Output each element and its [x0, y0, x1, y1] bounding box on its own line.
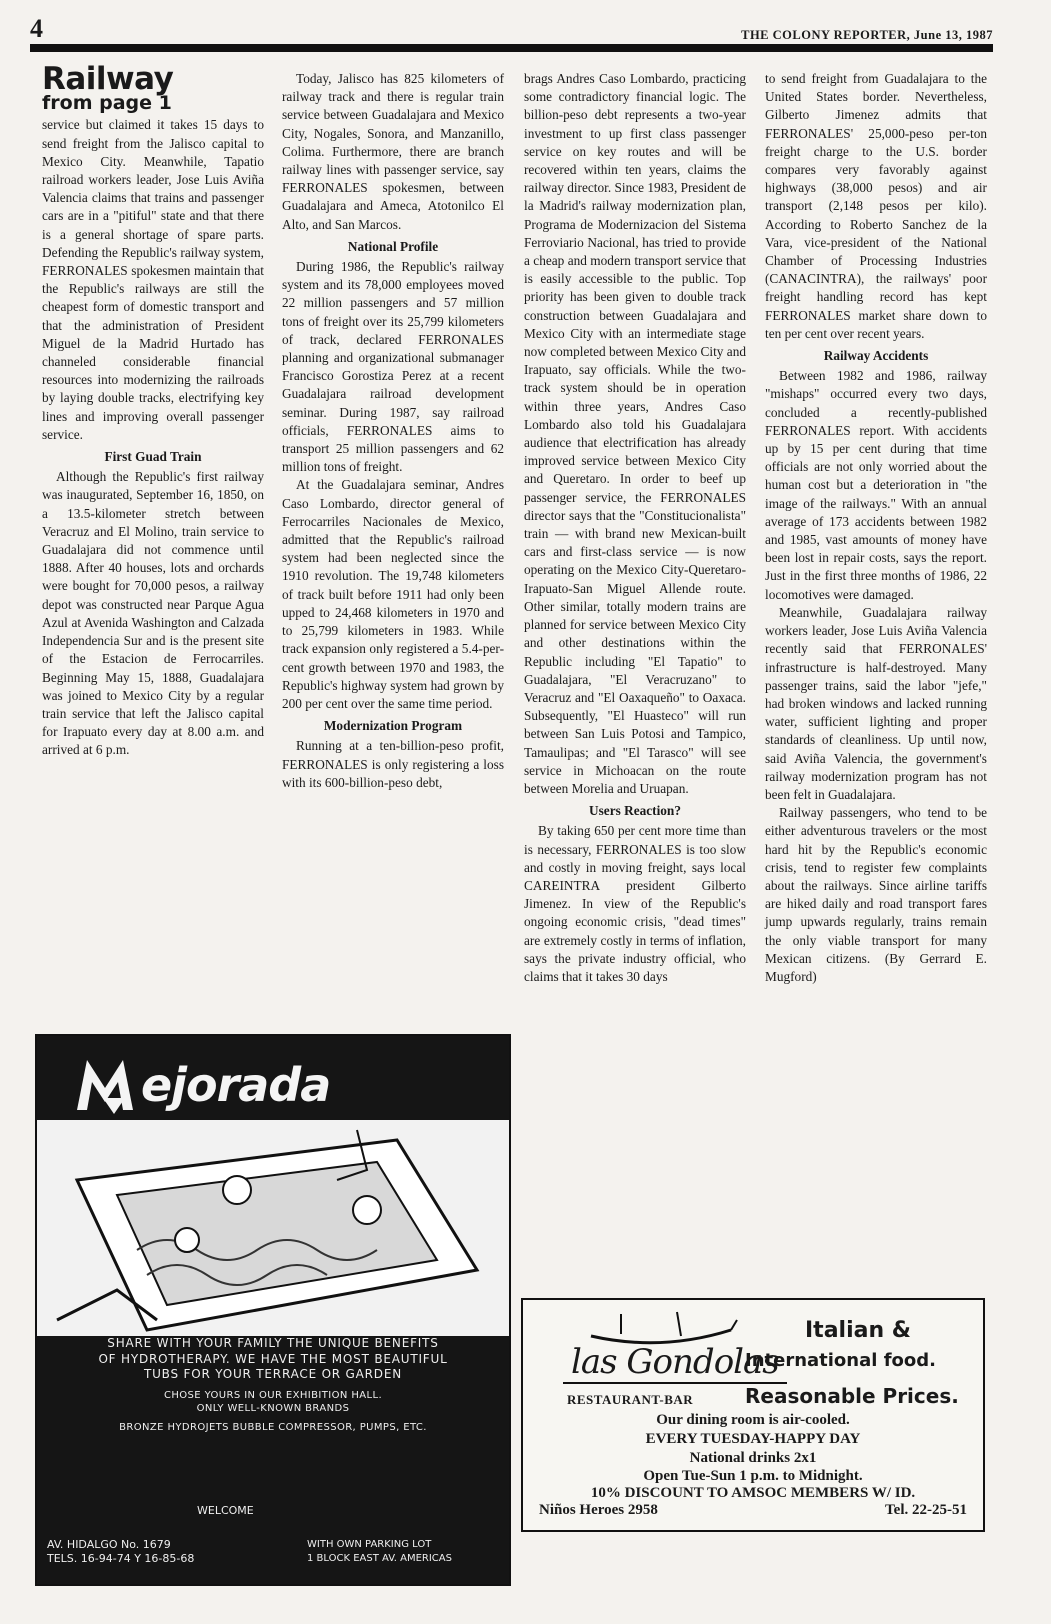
continued-label: from page 1: [42, 92, 172, 115]
ad-address: [47, 1538, 194, 1566]
restaurant-logo: las Gondolas: [563, 1342, 787, 1384]
subhead-users-reaction: Users Reaction?: [589, 803, 681, 819]
address-line: AV. HIDALGO No. 1679: [47, 1538, 171, 1551]
restaurant-address: Niños Heroes 2958: [539, 1502, 658, 1518]
ad-line: National drinks 2x1: [689, 1450, 817, 1466]
ad-parking: [307, 1538, 452, 1566]
paragraph: Although the Republic's first railway was inaugurated, September 16, 1850, on a 13.5-kilometer stretch between Veracruz and El Molino, train service to Guadalajara did not commence until 1888. After 40 houses, lots and orchards were bought for 70,000 pesos, a railway depot was constructed near Parque Agua Azul at Avenida Washington and Calzada Independencia Sur and is the present site of the Estacion de Ferrocarriles. Beginning May 15, 1888, Guadalajara was joined to Mexico City by a regular train service that left the Jalisco capital for Irapuato every day at 8.00 a.m. and arrived at 6 p.m.: [42, 469, 264, 758]
paragraph: Today, Jalisco has 825 kilometers of railway track and there is regular train service between Guadalajara and Mexico City, Nogales, Sonora, and Manzanillo, Colima. Furthermore, there are branch railway lines with passenger service, say FERRONALES spokesmen, between Guadalajara and Ameca, Atotonilco El Alto, and San Marcos.: [282, 71, 504, 232]
paragraph: By taking 650 per cent more time than is necessary, FERRONALES is too slow and costly in moving freight, says local CAREINTRA president Gilberto Jimenez. In view of the Republic's ongoing economic crisis, "dead times" are extremely costly in terms of inflation, says the private industry official, who claims that it takes 30 days: [524, 823, 746, 984]
hot-tub-illustration: [37, 1120, 509, 1336]
ad-line: EVERY TUESDAY-HAPPY DAY: [645, 1431, 861, 1447]
ad-line: CHOSE YOURS IN OUR EXHIBITION HALL.: [163, 1389, 383, 1401]
column-3: [524, 70, 746, 986]
paragraph: During 1986, the Republic's railway system and its 78,000 employees moved 22 million passengers and 57 million tons of freight over its 25,799 kilometers of track, declared FERRONALES planning and organizational submanager Francisco Gorostiza Perez at a recent Guadalajara railroad development seminar. During 1987, say railroad officials, FERRONALES aims to transport 25 million passengers and 62 million tons of freight.: [282, 259, 504, 475]
subhead-first-train: First Guad Train: [104, 449, 202, 465]
ad-las-gondolas: [521, 1298, 985, 1532]
parking-line: WITH OWN PARKING LOT: [307, 1539, 432, 1550]
paragraph: brags Andres Caso Lombardo, practicing some contradictory financial logic. The billion-peso debt represents a two-year investment to up first class passenger service on key routes and will be recovered within ten years, claims the railway director. Since 1983, President de la Madrid's railway modernization plan, Programa de Modernizacion del Sistema Ferroviario Nacional, has tried to provide a cheap and modern transport service that is easily accessible to the public. Top priority has been given to double track construction between Guadalajara and Mexico City with an intermediate stage now completed between Mexico City and Irapuato, say officials. While the two-track system should be in operation within three years, Andres Caso Lombardo also told his Guadalajara audience that electrification has already improved service between Mexico City and Queretaro. In order to beef up passenger service, the FERRONALES director says that the "Constitucionalista" train — with brand new Mexican-built cars and first-class service — is now operating on the Mexico City-Queretaro-Irapuato-San Miguel Allende route. Other similar, totally modern trains are planned for service between Mexico City and other destinations within the Republic including "El Tapatio" to Guadalajara, "El Veracruzano" to Veracruz and "El Oaxaqueño" to Oaxaca. Subsequently, "El Huasteco" will run between San Luis Potosi and Tampico, Tamaulipas; and "El Tarasco" will see service in Michoacan on the route between Morelia and Uruapan.: [524, 71, 746, 796]
column-2: [282, 70, 504, 792]
paragraph: to send freight from Guadalajara to the United States border. Nevertheless, Gilberto Jimenez admits that FERRONALES' 25,000-peso per-ton freight charge to the U.S. border compares very favorably against highways (38,000 pesos) and air transport (2,148 pesos per kilo). According to Roberto Sanchez de la Vara, vice-president of the National Chamber of Processing Industries (CANACINTRA), the railways' poor freight handling record has kept FERRONALES market share down to ten per cent over recent years.: [765, 71, 987, 341]
paragraph: Between 1982 and 1986, railway "mishaps" occurred every two days, concluded a recently-published FERRONALES report. With accidents up by 15 per cent during that time officials are not only worried about the human cost but a deterioration in "the image of the railways." With an annual average of 173 accidents between 1982 and 1985, vast amounts of money have been lost in repair costs, says the report. Just in the first three months of 1986, 22 locomotives were damaged.: [765, 368, 987, 602]
ad-copy-block: [37, 1336, 509, 1434]
ad-line: SHARE WITH YOUR FAMILY THE UNIQUE BENEFITS: [107, 1336, 439, 1350]
column-1: [42, 61, 264, 760]
subhead-railway-accidents: Railway Accidents: [823, 348, 929, 364]
welcome-label: WELCOME: [197, 1504, 254, 1517]
ad-line: 10% DISCOUNT TO AMSOC MEMBERS W/ ID.: [590, 1485, 916, 1501]
ad-line: Our dining room is air-cooled.: [656, 1412, 850, 1428]
ad-line: OF HYDROTHERAPY. WE HAVE THE MOST BEAUTIFUL: [98, 1351, 448, 1366]
column-4: [765, 70, 987, 986]
restaurant-phone: Tel. 22-25-51: [885, 1502, 967, 1518]
mejorada-m-logo-icon: [73, 1052, 137, 1116]
paragraph: Running at a ten-billion-peso profit, FERRONALES is only registering a loss with its 600-billion-peso debt,: [282, 738, 504, 790]
paragraph: Meanwhile, Guadalajara railway workers leader, Jose Luis Aviña Valencia recently said that FERRONALES' infrastructure is half-destroyed. Many passenger trains, said the labor "jefe," had broken windows and lacked running water, sufficient lighting and proper standards of cleanliness. Up until now, said Aviña Valencia, the government's railway modernization program has not been felt in Guadalajara.: [765, 604, 987, 802]
ad-line: ONLY WELL-KNOWN BRANDS: [196, 1402, 350, 1414]
ad-line: TUBS FOR YOUR TERRACE OR GARDEN: [143, 1367, 403, 1381]
cuisine-line-2: International food.: [745, 1350, 936, 1371]
parking-location-line: 1 BLOCK EAST AV. AMERICAS: [307, 1553, 452, 1564]
ad-line: Open Tue-Sun 1 p.m. to Midnight.: [643, 1468, 863, 1484]
subhead-modernization: Modernization Program: [323, 718, 463, 734]
phone-line: TELS. 16-94-74 Y 16-85-68: [47, 1552, 195, 1565]
paragraph: service but claimed it takes 15 days to send freight from the Jalisco capital to Mexico City. Meanwhile, Tapatio railroad workers leader, Jose Luis Aviña Valencia claims that trains and passenger cars are in a "pitiful" state and that there is a general shortage of spare parts. Defending the Republic's railway system, FERRONALES spokesmen maintain that the Republic's railways are still the cheapest form of domestic transport and that the administration of President Miguel de la Madrid Hurtado has channeled considerable financial resources into modernizing the railroads by laying double tracks, electrifying key lines and improving overall passenger service.: [42, 117, 264, 442]
cuisine-line-1: Italian &: [805, 1318, 911, 1343]
header-rule: [30, 44, 993, 52]
paragraph: At the Guadalajara seminar, Andres Caso Lombardo, director general of Ferrocarriles Nacionales de Mexico, admitted that the Republic's railroad system had been neglected since the 1910 revolution. The 19,748 kilometers of track built before 1911 had only been upped to 24,468 kilometers in 1970 and to 25,799 kilometers in 1983. While track expansion only registered a 5.4-per-cent growth between 1970 and 1983, the Republic's highway system had grown by 200 per cent over the same time period.: [282, 477, 504, 711]
subhead-national-profile: National Profile: [347, 238, 439, 254]
page-number: 4: [30, 14, 43, 43]
restaurant-type: RESTAURANT-BAR: [567, 1392, 694, 1407]
paragraph: Railway passengers, who tend to be either adventurous travelers or the most hard hit by the Republic's economic crisis, tend to register few complaints about the railways. Since airline tariffs are hiked daily and road transport fares jump upwards regularly, trains remain the only viable transport for many Mexican citizens. (By Gerrard E. Mugford): [765, 805, 987, 984]
mejorada-logo-text: ejorada: [141, 1058, 331, 1112]
prices-line: Reasonable Prices.: [745, 1384, 959, 1408]
article-title: Railway: [42, 61, 174, 97]
ad-line: BRONZE HYDROJETS BUBBLE COMPRESSOR, PUMPS, ETC.: [119, 1421, 427, 1433]
masthead: THE COLONY REPORTER, June 13, 1987: [741, 28, 993, 42]
ad-mejorada: [35, 1034, 511, 1586]
